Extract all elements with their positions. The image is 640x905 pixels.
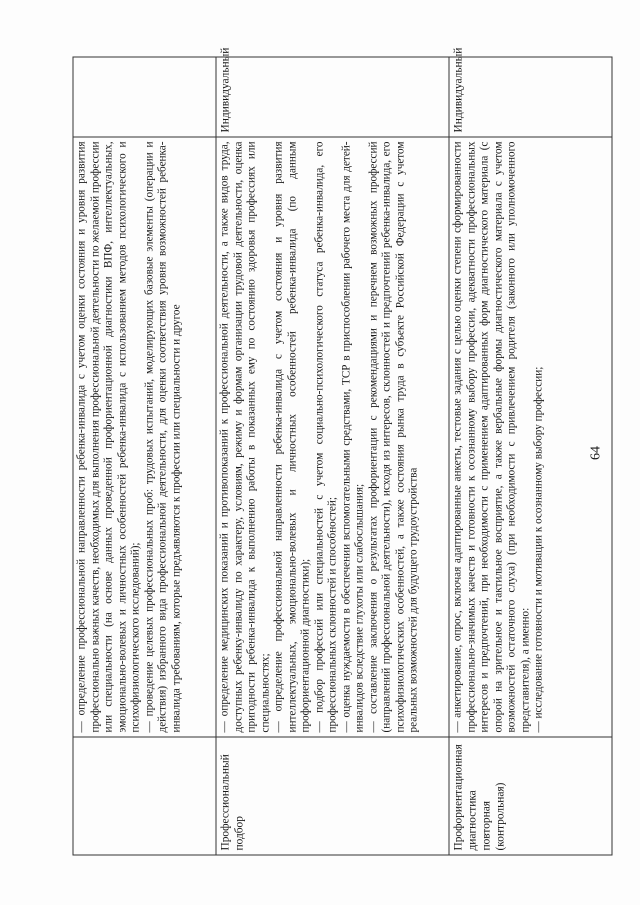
service-table xyxy=(72,47,612,855)
description-item: — составление заключения о результатах профориентации с рекомендациями и перечнем возможных профессий (направлений профессиональной деятельности), исходя из интересов, склонностей и предпочтений ребенка-инвалида, его психофизиологических особенностей, а также состояния рынка труда в субъекте Российской Федерации с учетом реальных возможностей для будущего трудоустройства xyxy=(366,141,419,732)
description-item: — исследование готовности и мотивации к осознанному выбору профессии; xyxy=(532,366,544,732)
description-item: — анкетирование, опрос, включая адаптированные анкеты, тестовые задания с целью оценки степени сформированности профессионально-значимых качеств и готовности к осознанному выбору профессии, адекватности профессиональных интересов и предпочтений, при необходимости с применением адаптированных форм диагностического материала (с опорой на зрительное и тактильное восприятие, а также вербальные формы диагностического материала с учетом возможностей остаточного слуха) (при необходимости с привлечением родителя (законного или уполномоченного представителя), а именно: xyxy=(451,141,531,732)
service-name-cell: Профориентационная диагностика повторная (контрольная) xyxy=(449,737,612,855)
service-form-cell: Индивидуальный xyxy=(216,57,449,137)
service-description-cell xyxy=(449,137,612,737)
description-item: — определение профессиональной направленности ребенка-инвалида с учетом состояния и уровня развития интеллектуальных, эмоционально-волевых и личностных особенностей ребенка-инвалида (по данным профориентационной диагностики); xyxy=(272,141,311,732)
description-item: — проведение целевых профессиональных проб: трудовых испытаний, моделирующих базовые элементы (операции и действия) избранного вида профессиональной деятельности, для оценки соответствия уровня возможностей ребенка-инвалида требованиям, которые предъявляются к профессии или специальности и другое xyxy=(142,141,182,732)
description-item: — оценка нуждаемости в обеспечении вспомогательными средствами, ТСР в приспособлении рабочего места для детей-инвалидов вследствие глухоты или слабослышания; xyxy=(339,141,365,732)
page-number: 64 xyxy=(588,445,603,460)
description-item: — определение профессиональной направленности ребенка-инвалида с учетом оценки состояния и уровня развития профессионально важных качеств, необходимых для выполнения профессиональной деятельности по желаемой профессии или специальности (на основе данных проведенной профориентационной диагностики ВПФ, интеллектуальных, эмоционально-волевых и личностных особенностей ребенка-инвалида с использованием методов психологического и психофизиологического исследований); xyxy=(75,141,141,732)
service-form-cell xyxy=(73,57,216,137)
service-name-cell: Профессиональный подбор xyxy=(216,737,449,855)
service-name-cell xyxy=(73,737,216,855)
table-row xyxy=(449,57,612,855)
table-row xyxy=(216,57,449,855)
service-description-cell xyxy=(216,137,449,737)
service-description-cell xyxy=(73,137,216,737)
description-item: — определение медицинских показаний и противопоказаний к профессиональной деятельности, а также видов труда, доступных ребенку-инвалиду по характеру, условиям, режиму и формам организации трудовой деятельности, оценка пригодности ребенка-инвалида к выполнению работы в показанных ему по состоянию здоровья профессиях или специальностях; xyxy=(218,141,271,732)
service-form-cell: Индивидуальный xyxy=(449,57,612,137)
description-item: — подбор профессий или специальностей с учетом социально-психологического статуса ребенка-инвалида, его профессиональных склонностей и способностей; xyxy=(312,141,338,732)
table-row xyxy=(73,57,216,855)
